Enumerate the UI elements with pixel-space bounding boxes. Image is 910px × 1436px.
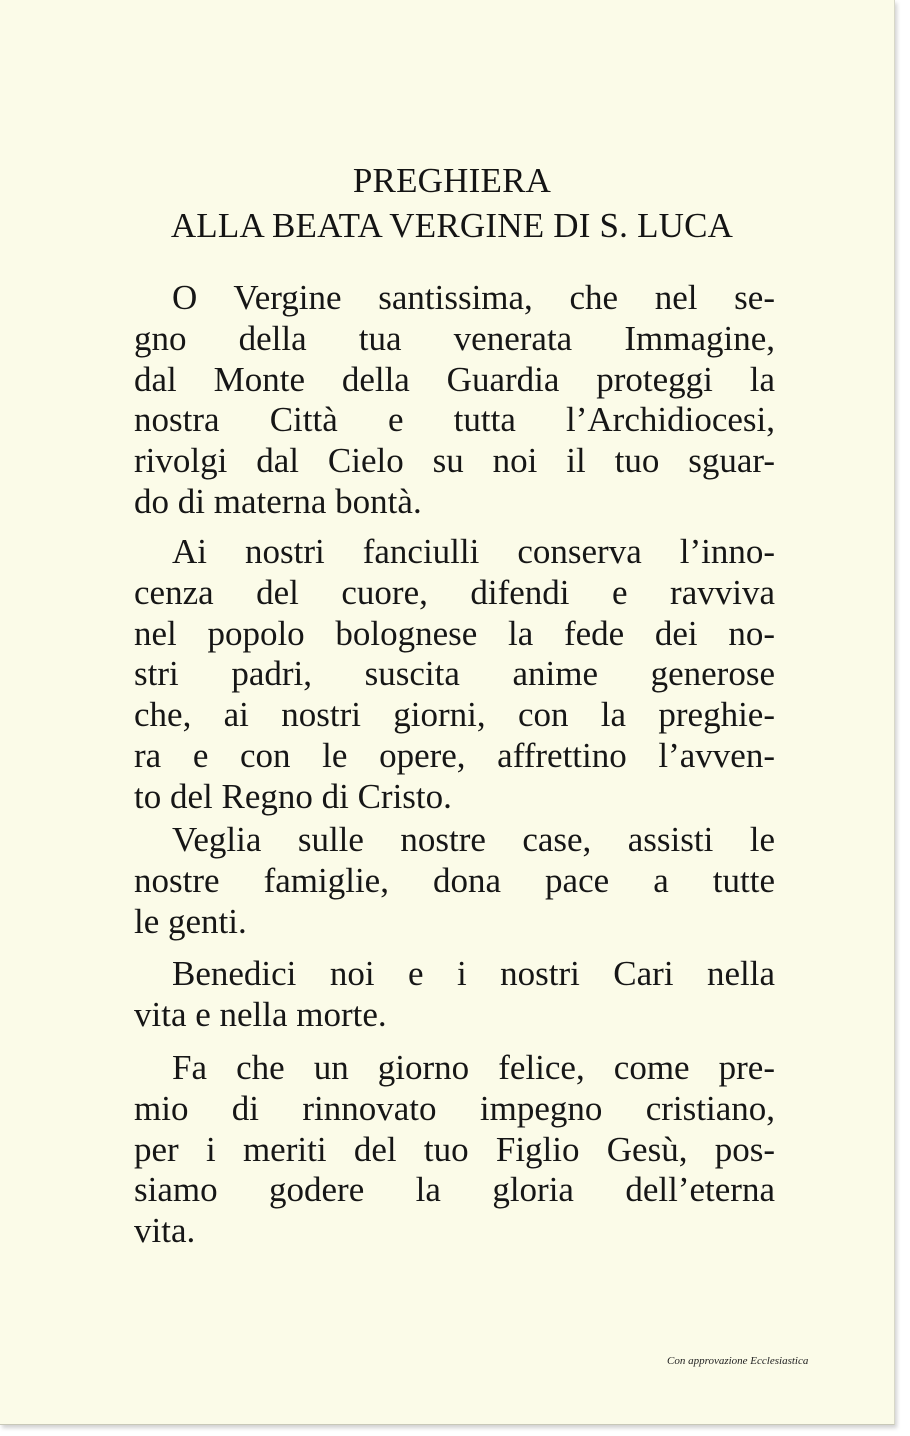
paragraph-2 <box>134 532 775 818</box>
text-line: vita e nella morte. <box>134 994 387 1034</box>
paragraph-4 <box>134 954 775 1036</box>
text-line: stri padri, suscita anime generose <box>134 654 775 694</box>
title-line-2: ALLA BEATA VERGINE DI S. LUCA <box>170 206 734 245</box>
text-line: nel popolo bolognese la fede dei no- <box>134 613 775 653</box>
text-line: nostre famiglie, dona pace a tutte <box>134 860 775 900</box>
text-line: do di materna bontà. <box>134 481 422 521</box>
text-line: Veglia sulle nostre case, assisti le <box>172 820 775 859</box>
paragraph-5 <box>134 1048 775 1252</box>
text-line: vita. <box>134 1211 196 1251</box>
text-line: per i meriti del tuo Figlio Gesù, pos- <box>134 1129 775 1169</box>
paragraph-3 <box>134 820 775 942</box>
text-line: O Vergine santissima, che nel se- <box>172 278 775 317</box>
text-line: rivolgi dal Cielo su noi il tuo sguar- <box>134 441 775 481</box>
text-line: nostra Città e tutta l’Archidiocesi, <box>134 400 775 440</box>
text-line: Benedici noi e i nostri Cari nella <box>172 954 775 993</box>
text-line: cenza del cuore, difendi e ravviva <box>134 572 775 612</box>
text-line: Fa che un giorno felice, come pre- <box>172 1048 775 1087</box>
title-line-1: PREGHIERA <box>352 161 552 200</box>
text-line: che, ai nostri giorni, con la preghie- <box>134 695 775 735</box>
paragraph-1 <box>134 278 775 523</box>
text-line: dal Monte della Guardia proteggi la <box>134 359 775 399</box>
text-line: mio di rinnovato impegno cristiano, <box>134 1088 775 1128</box>
text-line: gno della tua venerata Immagine, <box>134 318 775 358</box>
approval-note: Con approvazione Ecclesiastica <box>667 1355 809 1367</box>
text-line: siamo godere la gloria dell’eterna <box>134 1170 775 1210</box>
text-line: ra e con le opere, affrettino l’avven- <box>134 735 775 775</box>
text-line: to del Regno di Cristo. <box>134 776 452 816</box>
text-line: Ai nostri fanciulli conserva l’inno- <box>172 532 775 571</box>
text-line: le genti. <box>134 901 247 941</box>
